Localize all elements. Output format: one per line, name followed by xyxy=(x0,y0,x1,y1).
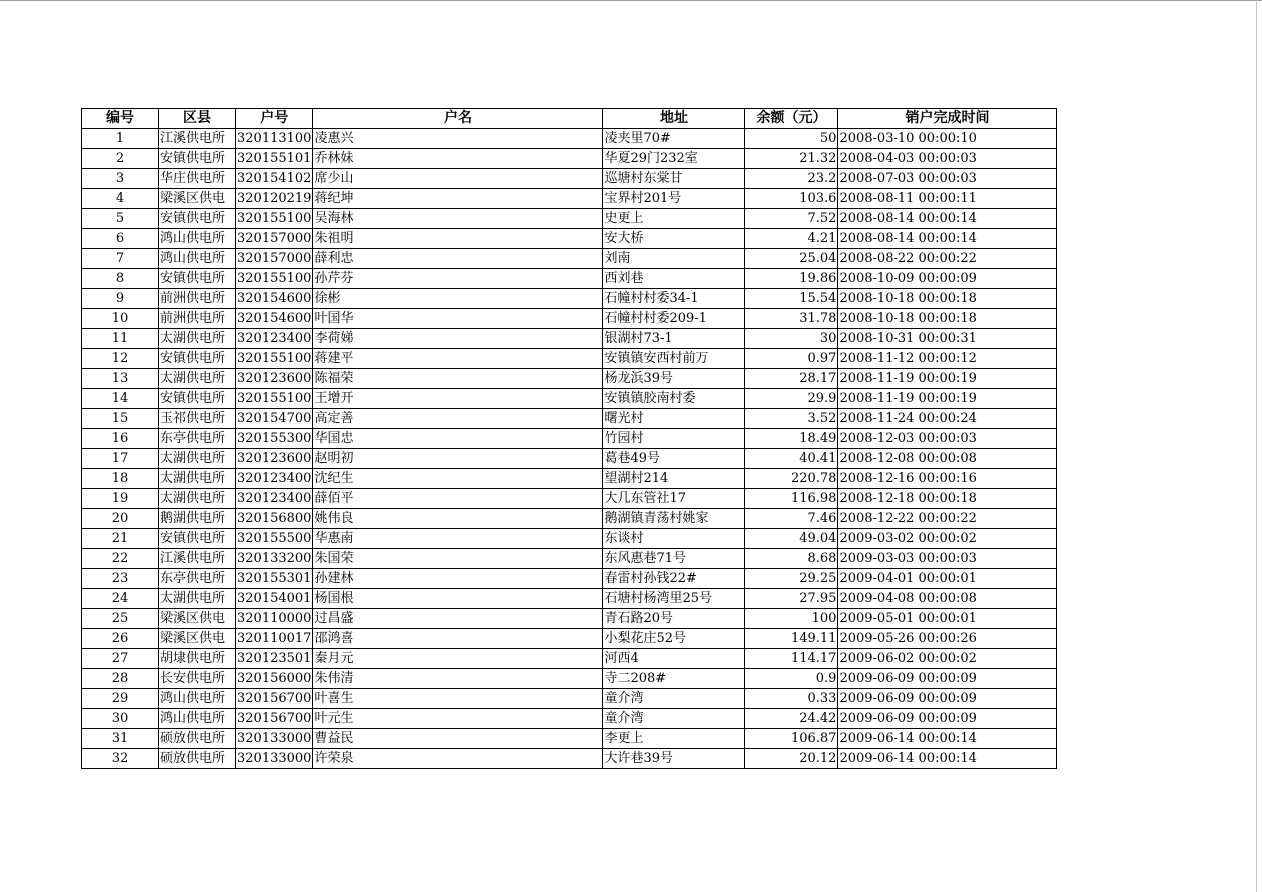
cell-district[interactable]: 安镇供电所 xyxy=(159,149,236,169)
cell-account-no[interactable]: 320123400 xyxy=(236,329,313,349)
cell-account-name[interactable]: 华国忠 xyxy=(313,429,603,449)
cell-account-no[interactable]: 320154700 xyxy=(236,409,313,429)
cell-balance[interactable]: 0.97 xyxy=(745,349,838,369)
cell-account-no[interactable]: 320154600 xyxy=(236,309,313,329)
cell-no[interactable]: 26 xyxy=(82,629,159,649)
table-row xyxy=(82,469,1057,489)
cell-account-name[interactable]: 华惠南 xyxy=(313,529,603,549)
cell-address[interactable]: 东风惠巷71号 xyxy=(603,549,745,569)
cell-account-name[interactable]: 薛佰平 xyxy=(313,489,603,509)
table-row xyxy=(82,189,1057,209)
cell-account-name[interactable]: 徐彬 xyxy=(313,289,603,309)
cell-address[interactable]: 巡塘村东棠甘 xyxy=(603,169,745,189)
cell-balance[interactable]: 103.6 xyxy=(745,189,838,209)
cell-account-no[interactable]: 320133000 xyxy=(236,729,313,749)
cell-district[interactable]: 安镇供电所 xyxy=(159,349,236,369)
col-header-address[interactable]: 地址 xyxy=(603,109,745,129)
cell-close-time[interactable]: 2008-11-24 00:00:24 xyxy=(838,409,1057,429)
cell-balance[interactable]: 27.95 xyxy=(745,589,838,609)
cell-no[interactable]: 7 xyxy=(82,249,159,269)
cell-account-name[interactable]: 凌惠兴 xyxy=(313,129,603,149)
cell-balance[interactable]: 28.17 xyxy=(745,369,838,389)
cell-balance[interactable]: 100 xyxy=(745,609,838,629)
cell-address[interactable]: 安镇镇安西村前万 xyxy=(603,349,745,369)
cell-district[interactable]: 长安供电所 xyxy=(159,669,236,689)
cell-address[interactable]: 西刘巷 xyxy=(603,269,745,289)
cell-no[interactable]: 15 xyxy=(82,409,159,429)
cell-close-time[interactable]: 2009-05-26 00:00:26 xyxy=(838,629,1057,649)
cell-account-no[interactable]: 320155301 xyxy=(236,569,313,589)
cell-district[interactable]: 安镇供电所 xyxy=(159,269,236,289)
cell-account-no[interactable]: 320157000 xyxy=(236,229,313,249)
cell-address[interactable]: 葛巷49号 xyxy=(603,449,745,469)
table-row xyxy=(82,649,1057,669)
cell-account-name[interactable]: 沈纪生 xyxy=(313,469,603,489)
cell-balance[interactable]: 0.33 xyxy=(745,689,838,709)
cell-no[interactable]: 30 xyxy=(82,709,159,729)
cell-address[interactable]: 河西4 xyxy=(603,649,745,669)
table-row xyxy=(82,689,1057,709)
table-row xyxy=(82,449,1057,469)
col-header-balance[interactable]: 余额（元） xyxy=(745,109,838,129)
account-closure-table xyxy=(81,108,1057,769)
cell-balance[interactable]: 149.11 xyxy=(745,629,838,649)
cell-close-time[interactable]: 2008-12-16 00:00:16 xyxy=(838,469,1057,489)
cell-district[interactable]: 太湖供电所 xyxy=(159,369,236,389)
cell-balance[interactable]: 116.98 xyxy=(745,489,838,509)
cell-no[interactable]: 16 xyxy=(82,429,159,449)
cell-no[interactable]: 28 xyxy=(82,669,159,689)
cell-no[interactable]: 6 xyxy=(82,229,159,249)
cell-address[interactable]: 宝界村201号 xyxy=(603,189,745,209)
cell-district[interactable]: 太湖供电所 xyxy=(159,489,236,509)
cell-no[interactable]: 13 xyxy=(82,369,159,389)
cell-balance[interactable]: 29.9 xyxy=(745,389,838,409)
cell-account-no[interactable]: 320154001 xyxy=(236,589,313,609)
cell-close-time[interactable]: 2009-04-01 00:00:01 xyxy=(838,569,1057,589)
cell-account-name[interactable]: 叶国华 xyxy=(313,309,603,329)
cell-balance[interactable]: 3.52 xyxy=(745,409,838,429)
cell-balance[interactable]: 30 xyxy=(745,329,838,349)
cell-close-time[interactable]: 2008-12-03 00:00:03 xyxy=(838,429,1057,449)
cell-account-no[interactable]: 320155100 xyxy=(236,349,313,369)
table-row xyxy=(82,389,1057,409)
cell-no[interactable]: 25 xyxy=(82,609,159,629)
cell-close-time[interactable]: 2009-05-01 00:00:01 xyxy=(838,609,1057,629)
cell-account-no[interactable]: 320123400 xyxy=(236,489,313,509)
cell-address[interactable]: 寺二208# xyxy=(603,669,745,689)
cell-address[interactable]: 大许巷39号 xyxy=(603,749,745,769)
cell-account-name[interactable]: 秦月元 xyxy=(313,649,603,669)
cell-account-no[interactable]: 320155101 xyxy=(236,149,313,169)
cell-close-time[interactable]: 2008-12-18 00:00:18 xyxy=(838,489,1057,509)
cell-close-time[interactable]: 2008-07-03 00:00:03 xyxy=(838,169,1057,189)
cell-close-time[interactable]: 2009-04-08 00:00:08 xyxy=(838,589,1057,609)
cell-no[interactable]: 14 xyxy=(82,389,159,409)
cell-district[interactable]: 玉祁供电所 xyxy=(159,409,236,429)
cell-balance[interactable]: 29.25 xyxy=(745,569,838,589)
cell-no[interactable]: 29 xyxy=(82,689,159,709)
cell-account-no[interactable]: 320123600 xyxy=(236,369,313,389)
cell-no[interactable]: 27 xyxy=(82,649,159,669)
cell-address[interactable]: 银湖村73-1 xyxy=(603,329,745,349)
table-row xyxy=(82,509,1057,529)
cell-address[interactable]: 李更上 xyxy=(603,729,745,749)
cell-balance[interactable]: 24.42 xyxy=(745,709,838,729)
cell-district[interactable]: 胡埭供电所 xyxy=(159,649,236,669)
cell-district[interactable]: 鸿山供电所 xyxy=(159,689,236,709)
cell-balance[interactable]: 18.49 xyxy=(745,429,838,449)
cell-account-no[interactable]: 320123600 xyxy=(236,449,313,469)
cell-district[interactable]: 鸿山供电所 xyxy=(159,249,236,269)
cell-no[interactable]: 32 xyxy=(82,749,159,769)
cell-account-no[interactable]: 320157000 xyxy=(236,249,313,269)
cell-no[interactable]: 2 xyxy=(82,149,159,169)
table-row xyxy=(82,729,1057,749)
cell-district[interactable]: 东亭供电所 xyxy=(159,429,236,449)
table-row xyxy=(82,629,1057,649)
cell-address[interactable]: 青石路20号 xyxy=(603,609,745,629)
table-row xyxy=(82,349,1057,369)
cell-account-name[interactable]: 曹益民 xyxy=(313,729,603,749)
cell-no[interactable]: 1 xyxy=(82,129,159,149)
cell-close-time[interactable]: 2008-08-22 00:00:22 xyxy=(838,249,1057,269)
cell-close-time[interactable]: 2008-08-14 00:00:14 xyxy=(838,229,1057,249)
table-row xyxy=(82,129,1057,149)
col-header-account-no[interactable]: 户号 xyxy=(236,109,313,129)
cell-district[interactable]: 鸿山供电所 xyxy=(159,229,236,249)
cell-address[interactable]: 杨龙浜39号 xyxy=(603,369,745,389)
cell-close-time[interactable]: 2008-10-09 00:00:09 xyxy=(838,269,1057,289)
cell-balance[interactable]: 25.04 xyxy=(745,249,838,269)
cell-account-name[interactable]: 乔林妹 xyxy=(313,149,603,169)
header-row xyxy=(82,109,1057,129)
col-header-close-time[interactable]: 销户完成时间 xyxy=(838,109,1057,129)
cell-close-time[interactable]: 2008-10-18 00:00:18 xyxy=(838,309,1057,329)
table-row xyxy=(82,609,1057,629)
cell-account-no[interactable]: 320156800 xyxy=(236,509,313,529)
cell-account-no[interactable]: 320155300 xyxy=(236,429,313,449)
cell-close-time[interactable]: 2008-08-14 00:00:14 xyxy=(838,209,1057,229)
cell-account-no[interactable]: 320110000 xyxy=(236,609,313,629)
cell-balance[interactable]: 0.9 xyxy=(745,669,838,689)
cell-close-time[interactable]: 2009-03-03 00:00:03 xyxy=(838,549,1057,569)
cell-balance[interactable]: 40.41 xyxy=(745,449,838,469)
cell-account-name[interactable]: 朱伟清 xyxy=(313,669,603,689)
cell-account-no[interactable]: 320120219 xyxy=(236,189,313,209)
table-row xyxy=(82,529,1057,549)
cell-close-time[interactable]: 2008-11-19 00:00:19 xyxy=(838,369,1057,389)
cell-close-time[interactable]: 2008-11-19 00:00:19 xyxy=(838,389,1057,409)
table-row xyxy=(82,329,1057,349)
cell-balance[interactable]: 49.04 xyxy=(745,529,838,549)
cell-account-name[interactable]: 吴海林 xyxy=(313,209,603,229)
cell-no[interactable]: 21 xyxy=(82,529,159,549)
cell-close-time[interactable]: 2009-06-09 00:00:09 xyxy=(838,689,1057,709)
table-row xyxy=(82,249,1057,269)
cell-no[interactable]: 9 xyxy=(82,289,159,309)
cell-balance[interactable]: 114.17 xyxy=(745,649,838,669)
table-row xyxy=(82,549,1057,569)
cell-address[interactable]: 刘南 xyxy=(603,249,745,269)
cell-district[interactable]: 华庄供电所 xyxy=(159,169,236,189)
table-row xyxy=(82,409,1057,429)
table-row xyxy=(82,709,1057,729)
cell-district[interactable]: 硕放供电所 xyxy=(159,729,236,749)
cell-balance[interactable]: 8.68 xyxy=(745,549,838,569)
cell-close-time[interactable]: 2009-03-02 00:00:02 xyxy=(838,529,1057,549)
cell-district[interactable]: 前洲供电所 xyxy=(159,289,236,309)
cell-close-time[interactable]: 2008-11-12 00:00:12 xyxy=(838,349,1057,369)
cell-account-no[interactable]: 320123501 xyxy=(236,649,313,669)
cell-close-time[interactable]: 2008-03-10 00:00:10 xyxy=(838,129,1057,149)
cell-account-name[interactable]: 姚伟良 xyxy=(313,509,603,529)
cell-close-time[interactable]: 2009-06-02 00:00:02 xyxy=(838,649,1057,669)
col-header-account-name[interactable]: 户名 xyxy=(313,109,603,129)
cell-district[interactable]: 东亭供电所 xyxy=(159,569,236,589)
cell-balance[interactable]: 31.78 xyxy=(745,309,838,329)
cell-district[interactable]: 江溪供电所 xyxy=(159,549,236,569)
cell-account-no[interactable]: 320133000 xyxy=(236,749,313,769)
table-row xyxy=(82,169,1057,189)
cell-account-no[interactable]: 320133200 xyxy=(236,549,313,569)
cell-address[interactable]: 竹园村 xyxy=(603,429,745,449)
cell-account-name[interactable]: 王增开 xyxy=(313,389,603,409)
cell-address[interactable]: 春雷村孙钱22# xyxy=(603,569,745,589)
table-row xyxy=(82,269,1057,289)
cell-account-name[interactable]: 李荷娣 xyxy=(313,329,603,349)
cell-no[interactable]: 24 xyxy=(82,589,159,609)
cell-no[interactable]: 17 xyxy=(82,449,159,469)
cell-address[interactable]: 童介湾 xyxy=(603,689,745,709)
cell-account-no[interactable]: 320110017 xyxy=(236,629,313,649)
cell-district[interactable]: 太湖供电所 xyxy=(159,469,236,489)
cell-address[interactable]: 童介湾 xyxy=(603,709,745,729)
cell-district[interactable]: 安镇供电所 xyxy=(159,209,236,229)
cell-account-no[interactable]: 320155100 xyxy=(236,269,313,289)
cell-district[interactable]: 太湖供电所 xyxy=(159,449,236,469)
cell-balance[interactable]: 4.21 xyxy=(745,229,838,249)
cell-no[interactable]: 4 xyxy=(82,189,159,209)
cell-account-no[interactable]: 320155500 xyxy=(236,529,313,549)
cell-no[interactable]: 3 xyxy=(82,169,159,189)
cell-account-name[interactable]: 叶元生 xyxy=(313,709,603,729)
cell-balance[interactable]: 50 xyxy=(745,129,838,149)
table-row xyxy=(82,429,1057,449)
cell-district[interactable]: 江溪供电所 xyxy=(159,129,236,149)
cell-address[interactable]: 大几东管社17 xyxy=(603,489,745,509)
cell-address[interactable]: 凌夹里70# xyxy=(603,129,745,149)
cell-account-name[interactable]: 叶喜生 xyxy=(313,689,603,709)
cell-account-name[interactable]: 孙芹芬 xyxy=(313,269,603,289)
cell-balance[interactable]: 20.12 xyxy=(745,749,838,769)
cell-balance[interactable]: 7.46 xyxy=(745,509,838,529)
cell-address[interactable]: 曙光村 xyxy=(603,409,745,429)
cell-district[interactable]: 太湖供电所 xyxy=(159,589,236,609)
cell-no[interactable]: 31 xyxy=(82,729,159,749)
cell-account-no[interactable]: 320156000 xyxy=(236,669,313,689)
cell-account-name[interactable]: 杨国根 xyxy=(313,589,603,609)
cell-close-time[interactable]: 2009-06-14 00:00:14 xyxy=(838,749,1057,769)
cell-district[interactable]: 梁溪区供电 xyxy=(159,629,236,649)
cell-district[interactable]: 硕放供电所 xyxy=(159,749,236,769)
cell-account-name[interactable]: 赵明初 xyxy=(313,449,603,469)
cell-account-name[interactable]: 孙建林 xyxy=(313,569,603,589)
col-header-no[interactable]: 编号 xyxy=(82,109,159,129)
table-row xyxy=(82,289,1057,309)
cell-close-time[interactable]: 2009-06-14 00:00:14 xyxy=(838,729,1057,749)
cell-account-no[interactable]: 320123400 xyxy=(236,469,313,489)
cell-no[interactable]: 12 xyxy=(82,349,159,369)
cell-account-name[interactable]: 席少山 xyxy=(313,169,603,189)
cell-district[interactable]: 安镇供电所 xyxy=(159,529,236,549)
col-header-district[interactable]: 区县 xyxy=(159,109,236,129)
cell-account-no[interactable]: 320154600 xyxy=(236,289,313,309)
cell-address[interactable]: 石幢村村委209-1 xyxy=(603,309,745,329)
cell-close-time[interactable]: 2008-10-18 00:00:18 xyxy=(838,289,1057,309)
cell-account-name[interactable]: 蒋纪坤 xyxy=(313,189,603,209)
cell-address[interactable]: 史更上 xyxy=(603,209,745,229)
cell-district[interactable]: 梁溪区供电 xyxy=(159,609,236,629)
cell-balance[interactable]: 15.54 xyxy=(745,289,838,309)
cell-account-no[interactable]: 320155100 xyxy=(236,389,313,409)
cell-balance[interactable]: 19.86 xyxy=(745,269,838,289)
table-row xyxy=(82,569,1057,589)
cell-account-name[interactable]: 陈福荣 xyxy=(313,369,603,389)
cell-no[interactable]: 18 xyxy=(82,469,159,489)
cell-no[interactable]: 10 xyxy=(82,309,159,329)
table-row xyxy=(82,489,1057,509)
table-row xyxy=(82,309,1057,329)
sheet-top-border xyxy=(0,0,1262,1)
cell-district[interactable]: 梁溪区供电 xyxy=(159,189,236,209)
cell-account-name[interactable]: 朱国荣 xyxy=(313,549,603,569)
cell-account-name[interactable]: 邵鸿喜 xyxy=(313,629,603,649)
cell-close-time[interactable]: 2008-08-11 00:00:11 xyxy=(838,189,1057,209)
cell-district[interactable]: 鹅湖供电所 xyxy=(159,509,236,529)
cell-address[interactable]: 安镇镇胶南村委 xyxy=(603,389,745,409)
cell-district[interactable]: 安镇供电所 xyxy=(159,389,236,409)
cell-no[interactable]: 19 xyxy=(82,489,159,509)
table-row xyxy=(82,369,1057,389)
cell-no[interactable]: 5 xyxy=(82,209,159,229)
cell-balance[interactable]: 106.87 xyxy=(745,729,838,749)
cell-no[interactable]: 22 xyxy=(82,549,159,569)
cell-account-no[interactable]: 320155100 xyxy=(236,209,313,229)
cell-no[interactable]: 23 xyxy=(82,569,159,589)
cell-account-no[interactable]: 320156700 xyxy=(236,689,313,709)
cell-close-time[interactable]: 2009-06-09 00:00:09 xyxy=(838,669,1057,689)
table-row xyxy=(82,209,1057,229)
cell-district[interactable]: 前洲供电所 xyxy=(159,309,236,329)
cell-address[interactable]: 安大桥 xyxy=(603,229,745,249)
cell-close-time[interactable]: 2008-12-08 00:00:08 xyxy=(838,449,1057,469)
cell-address[interactable]: 石幢村村委34-1 xyxy=(603,289,745,309)
cell-account-no[interactable]: 320113100 xyxy=(236,129,313,149)
table-row xyxy=(82,589,1057,609)
cell-account-name[interactable]: 薛利忠 xyxy=(313,249,603,269)
cell-account-no[interactable]: 320156700 xyxy=(236,709,313,729)
cell-address[interactable]: 东谈村 xyxy=(603,529,745,549)
cell-account-name[interactable]: 蒋建平 xyxy=(313,349,603,369)
cell-no[interactable]: 20 xyxy=(82,509,159,529)
cell-district[interactable]: 鸿山供电所 xyxy=(159,709,236,729)
cell-balance[interactable]: 7.52 xyxy=(745,209,838,229)
cell-close-time[interactable]: 2008-12-22 00:00:22 xyxy=(838,509,1057,529)
cell-balance[interactable]: 220.78 xyxy=(745,469,838,489)
cell-address[interactable]: 望湖村214 xyxy=(603,469,745,489)
cell-close-time[interactable]: 2009-06-09 00:00:09 xyxy=(838,709,1057,729)
cell-address[interactable]: 小梨花庄52号 xyxy=(603,629,745,649)
cell-account-no[interactable]: 320154102 xyxy=(236,169,313,189)
table-row xyxy=(82,229,1057,249)
cell-account-name[interactable]: 高定善 xyxy=(313,409,603,429)
cell-close-time[interactable]: 2008-04-03 00:00:03 xyxy=(838,149,1057,169)
cell-district[interactable]: 太湖供电所 xyxy=(159,329,236,349)
cell-balance[interactable]: 23.2 xyxy=(745,169,838,189)
table-row xyxy=(82,749,1057,769)
cell-address[interactable]: 鹅湖镇青荡村姚家 xyxy=(603,509,745,529)
cell-address[interactable]: 石塘村杨湾里25号 xyxy=(603,589,745,609)
cell-no[interactable]: 8 xyxy=(82,269,159,289)
cell-account-name[interactable]: 朱祖明 xyxy=(313,229,603,249)
cell-address[interactable]: 华夏29门232室 xyxy=(603,149,745,169)
cell-balance[interactable]: 21.32 xyxy=(745,149,838,169)
table-row xyxy=(82,149,1057,169)
cell-account-name[interactable]: 许荣泉 xyxy=(313,749,603,769)
cell-no[interactable]: 11 xyxy=(82,329,159,349)
table-row xyxy=(82,669,1057,689)
page-break-line xyxy=(1256,0,1257,892)
cell-account-name[interactable]: 过昌盛 xyxy=(313,609,603,629)
cell-close-time[interactable]: 2008-10-31 00:00:31 xyxy=(838,329,1057,349)
